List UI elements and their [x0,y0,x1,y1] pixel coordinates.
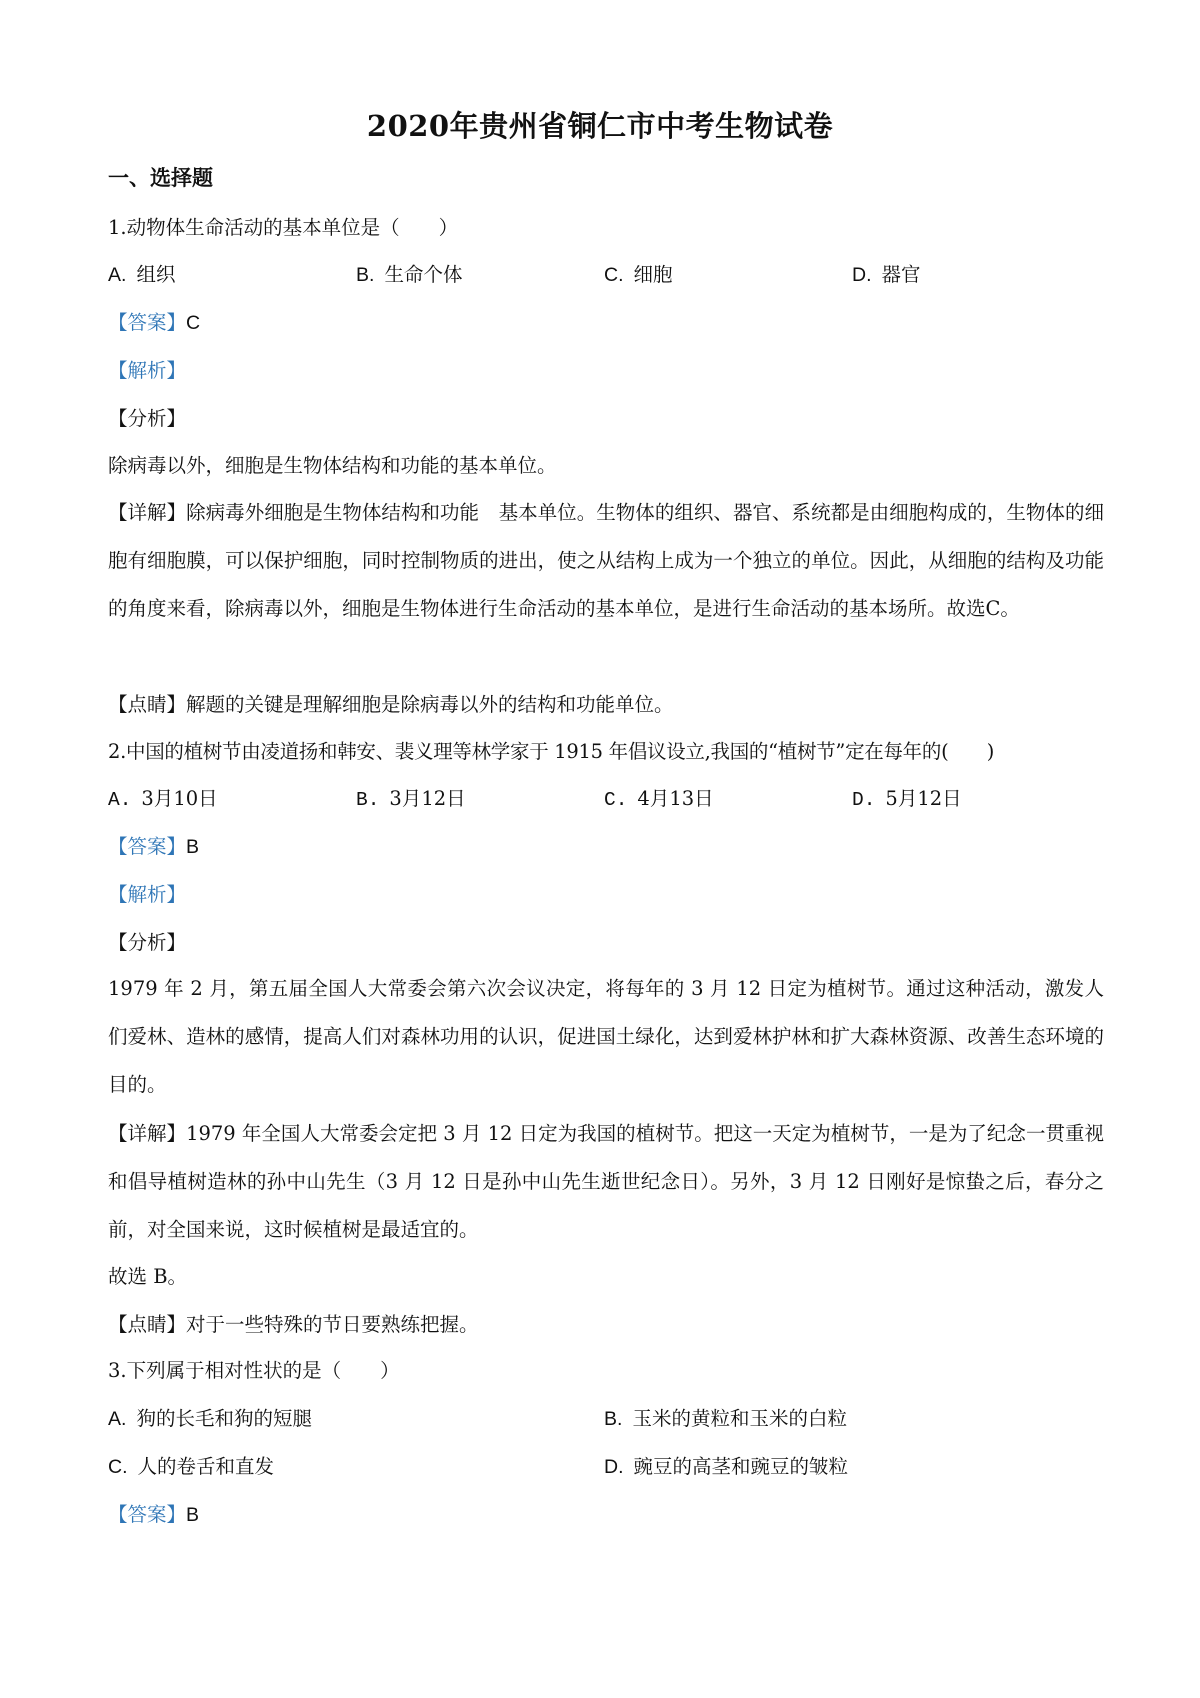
answer-value: B [186,1504,200,1526]
answer-label: 【答案】 [108,311,187,334]
q2-fenxi-text: 1979 年 2 月，第五届全国人大常委会第六次会议决定，将每年的 3 月 12 日定为植树节。通过这种活动，激发人们爱林、造林的感情，提高人们对森林功用的认识，促进国土绿化，达到爱林护林和扩大森林资源、改善生态环境的目的。 [108,977,1104,1096]
dianjing-text: 解题的关键是理解细胞是除病毒以外的结构和功能单位。 [186,693,674,716]
question-2-stem: 2.中国的植树节由凌道扬和韩安、裴义理等林学家于 1915 年倡议设立,我国的“植树节”定在每年的( ) [108,740,995,763]
document-title: 2020年贵州省铜仁市中考生物试卷 [366,109,834,143]
q2-conclusion: 故选 B。 [108,1265,188,1288]
q1-option-c: C. 细胞 [604,263,673,286]
xiangjie-label: 【详解】 [108,501,187,524]
xiangjie-text: 1979 年全国人大常委会定把 3 月 12 日定为我国的植树节。把这一天定为植树节，一是为了纪念一贯重视和倡导植树造林的孙中山先生（3 月 12 日是孙中山先生逝世纪念日）。另外，3 月 12 日刚好是惊蛰之后，春分之前，对全国来说，这时候植树是最适宜的。 [108,1122,1104,1241]
q2-option-d: D. 5月12日 [852,787,962,811]
xiangjie-label: 【详解】 [108,1122,187,1145]
q1-option-a: A. 组织 [108,263,176,286]
q1-option-b: B. 生命个体 [356,263,463,286]
dianjing-text: 对于一些特殊的节日要熟练把握。 [186,1313,479,1336]
q3-option-b: B. 玉米的黄粒和玉米的白粒 [604,1407,847,1430]
q3-option-d: D. 豌豆的高茎和豌豆的皱粒 [604,1455,849,1478]
q3-option-a: A. 狗的长毛和狗的短腿 [108,1407,312,1430]
q2-jiexi-label: 【解析】 [108,883,187,906]
q3-answer [108,1500,1104,1530]
answer-value: C [186,312,201,334]
q1-dianjing [108,690,1104,720]
q1-fenxi-label: 【分析】 [108,407,187,430]
dianjing-label: 【点睛】 [108,693,187,716]
q3-option-c: C. 人的卷舌和直发 [108,1455,275,1478]
q2-option-c: C. 4月13日 [604,787,714,811]
answer-label: 【答案】 [108,835,187,858]
dianjing-label: 【点睛】 [108,1313,187,1336]
q2-option-a: A. 3月10日 [108,787,218,811]
q2-option-b: B. 3月12日 [356,787,466,811]
q1-option-d: D. 器官 [852,263,921,286]
q1-xiangjie [108,489,1104,633]
q1-fenxi-text: 除病毒以外，细胞是生物体结构和功能的基本单位。 [108,454,557,477]
q2-fenxi-label: 【分析】 [108,931,187,954]
q2-answer [108,832,1104,862]
section-heading: 一、选择题 [108,165,213,190]
q1-jiexi-label: 【解析】 [108,359,187,382]
answer-value: B [186,836,200,858]
question-3-stem: 3.下列属于相对性状的是（ ） [108,1359,400,1382]
q2-xiangjie [108,1110,1104,1254]
answer-label: 【答案】 [108,1503,187,1526]
q2-dianjing [108,1310,1104,1340]
q1-answer [108,308,1104,338]
xiangjie-text: 除病毒外细胞是生物体结构和功能 基本单位。生物体的组织、器官、系统都是由细胞构成的，生物体的细胞有细胞膜，可以保护细胞，同时控制物质的进出，使之从结构上成为一个独立的单位。因此，从细胞的结构及功能的角度来看，除病毒以外，细胞是生物体进行生命活动的基本单位，是进行生命活动的基本场所。故选C。 [108,501,1104,620]
question-1-stem: 1.动物体生命活动的基本单位是（ ） [108,216,459,239]
